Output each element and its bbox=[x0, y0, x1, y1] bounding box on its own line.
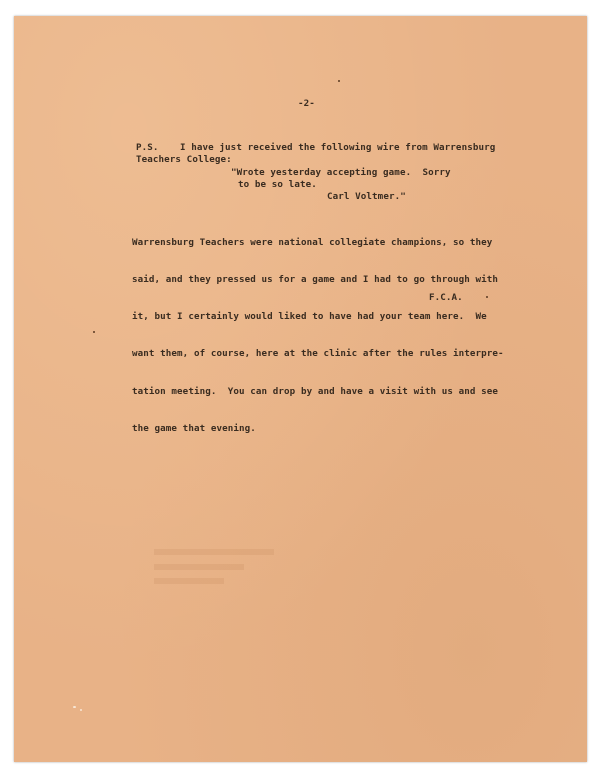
sender-initials: F.C.A. bbox=[429, 292, 463, 303]
page-number: -2- bbox=[298, 98, 315, 109]
postscript-label: P.S. bbox=[136, 142, 159, 153]
paragraph-line: tation meeting. You can drop by and have a visit with us and see bbox=[132, 385, 499, 397]
paragraph-line: want them, of course, here at the clinic after the rules interpre- bbox=[132, 348, 504, 360]
paragraph-line: said, and they pressed us for a game and I had to go through with bbox=[132, 274, 499, 286]
postscript-line-2: Teachers College: bbox=[136, 154, 232, 165]
postscript-line-1: I have just received the following wire from Warrensburg bbox=[180, 142, 496, 153]
paper-stain bbox=[154, 564, 244, 570]
paper-speck bbox=[338, 80, 340, 82]
telegram-line-2: to be so late. bbox=[238, 179, 317, 190]
paper-stain bbox=[154, 549, 274, 555]
paragraph-line: the game that evening. bbox=[132, 422, 256, 434]
body-paragraph bbox=[132, 212, 504, 460]
paper-speck bbox=[486, 296, 488, 298]
paper-speck bbox=[73, 706, 76, 708]
paragraph-line: it, but I certainly would liked to have had your team here. We bbox=[132, 311, 487, 323]
paragraph-line: Warrensburg Teachers were national collegiate champions, so they bbox=[132, 236, 493, 248]
paper-speck bbox=[93, 331, 95, 333]
telegram-signer: Carl Voltmer." bbox=[327, 191, 406, 202]
telegram-line-1: "Wrote yesterday accepting game. Sorry bbox=[231, 167, 451, 178]
paper-speck bbox=[80, 709, 82, 711]
letter-page bbox=[14, 16, 587, 762]
paper-stain bbox=[154, 578, 224, 584]
